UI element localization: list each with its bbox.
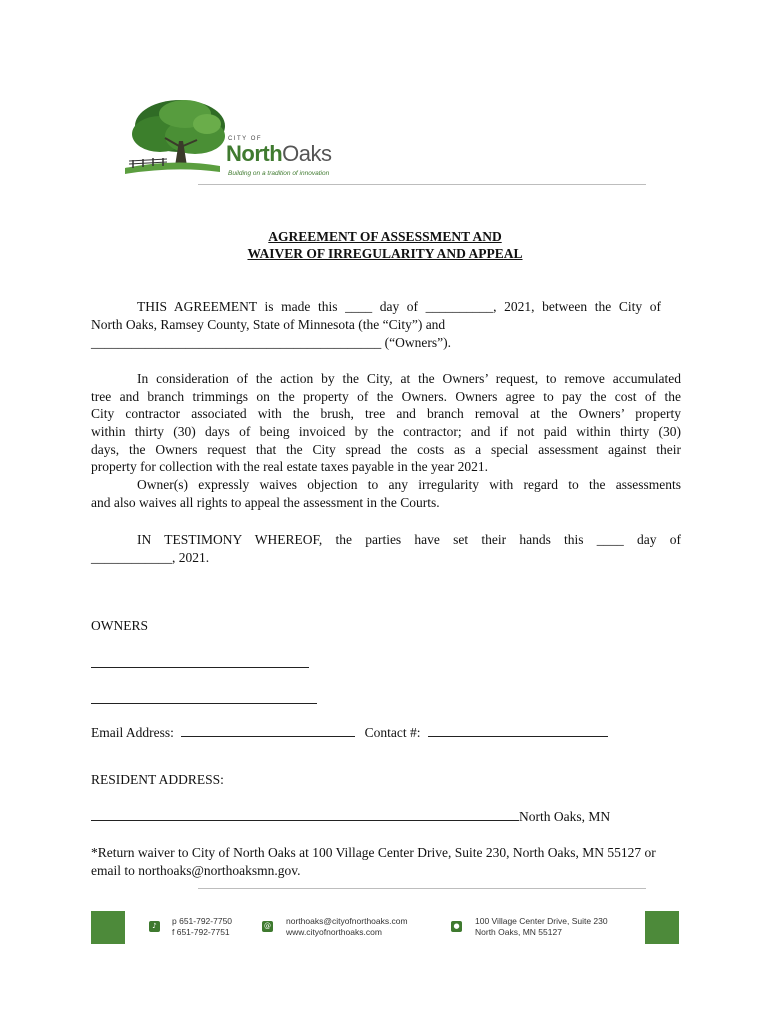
phone-icon: ♪ (149, 921, 160, 932)
footer-address-line2: North Oaks, MN 55127 (475, 927, 562, 937)
consideration-line-3: City contractor associated with the brush, tree and branch removal at the Owners’ property (91, 406, 681, 421)
consideration-line-5: days, the Owners request that the City spread the costs as a special assessment against their (91, 442, 681, 457)
footer-green-square-right (645, 911, 679, 944)
logo-wordmark (226, 141, 332, 167)
logo-name-oaks: Oaks (282, 141, 332, 166)
agreement-line-2: North Oaks, Ramsey County, State of Minnesota (the “City”) and (91, 317, 446, 332)
owners-label: OWNERS (91, 618, 148, 633)
footer-fax: f 651-792-7751 (172, 927, 230, 937)
header-divider (198, 184, 646, 185)
waiver-line-2: and also waives all rights to appeal the assessment in the Courts. (91, 495, 440, 510)
owner-signature-line-2[interactable] (91, 703, 317, 704)
logo-city-of: CITY OF (228, 136, 263, 142)
contact-label: Contact #: (364, 725, 421, 740)
testimony-line-2: ____________, 2021. (91, 550, 210, 565)
consideration-line-1: In consideration of the action by the City, at the Owners’ request, to remove accumulated (137, 371, 681, 386)
logo-tagline: Building on a tradition of innovation (228, 170, 330, 177)
email-label: Email Address: (91, 725, 174, 740)
consideration-line-2: tree and branch trimmings on the property of the Owners. Owners agree to pay the cost of the (91, 389, 681, 404)
testimony-line-1: IN TESTIMONY WHEREOF, the parties have set their hands this ____ day of (137, 532, 681, 547)
location-pin-icon: ● (451, 921, 462, 932)
owner-signature-line-1[interactable] (91, 667, 309, 668)
contact-info-row (91, 724, 608, 741)
document-title-line2: WAIVER OF IRREGULARITY AND APPEAL (247, 246, 523, 261)
footer-email[interactable]: northoaks@cityofnorthoaks.com (286, 916, 408, 926)
footer-green-square-left (91, 911, 125, 944)
address-city-suffix: North Oaks, MN (519, 809, 611, 824)
waiver-line-1: Owner(s) expressly waives objection to any irregularity with regard to the assessments (137, 477, 681, 492)
return-instructions: *Return waiver to City of North Oaks at 100 Village Center Drive, Suite 230, North Oaks, MN 55127 or email to northoaks@northoaksmn.gov. (91, 845, 656, 878)
agreement-line-3: ___________________________________________ (“Owners”). (91, 335, 451, 350)
footer-phone: p 651-792-7750 (172, 916, 233, 926)
consideration-line-4: within thirty (30) days of being invoiced by the contractor; and if not paid within thirty (30) (91, 424, 681, 439)
at-sign-icon: @ (264, 922, 271, 930)
footer-divider (198, 888, 646, 889)
email-field[interactable] (181, 724, 355, 737)
contact-field[interactable] (428, 724, 608, 737)
resident-address-row (91, 808, 610, 825)
document-title-line1: AGREEMENT OF ASSESSMENT AND (268, 229, 502, 244)
resident-address-field[interactable] (91, 808, 519, 821)
resident-address-label: RESIDENT ADDRESS: (91, 772, 224, 787)
agreement-line-1: THIS AGREEMENT is made this ____ day of __________, 2021, between the City of (137, 299, 661, 314)
consideration-line-6: property for collection with the real estate taxes payable in the year 2021. (91, 459, 488, 474)
logo-name-north: North (226, 141, 283, 166)
footer-address-line1: 100 Village Center Drive, Suite 230 (475, 916, 608, 926)
footer-website[interactable]: www.cityofnorthoaks.com (286, 927, 382, 937)
